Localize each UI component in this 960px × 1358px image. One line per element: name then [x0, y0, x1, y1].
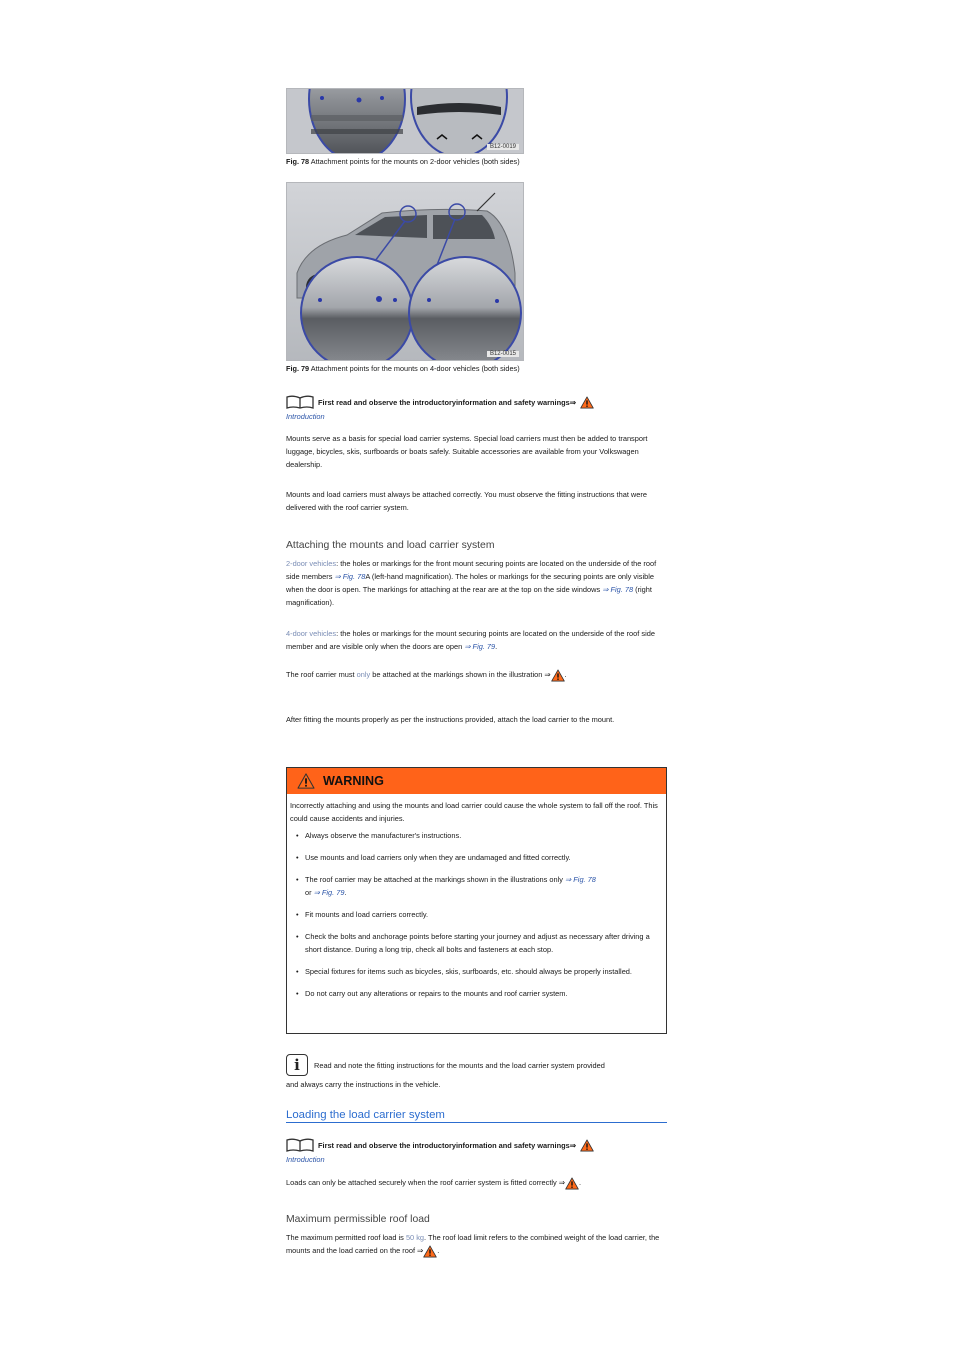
figure-number: Fig. 78: [286, 157, 310, 166]
warning-item-or: or: [305, 888, 312, 897]
two-door-text-c: (right magnification).: [286, 585, 652, 607]
figure-78-image: [286, 88, 524, 154]
warning-item-text: The roof carrier may be attached at the markings shown in the illustrations only: [305, 875, 563, 884]
info-note-line1: Read and note the fitting instructions for the mounts and the load carrier system provided: [314, 1060, 605, 1070]
read-first-note: [286, 394, 594, 410]
warning-triangle-icon[interactable]: [551, 669, 565, 682]
warning-item: [290, 873, 660, 899]
loading-paragraph: [286, 1176, 666, 1190]
warning-item-end: .: [344, 888, 347, 897]
warning-list: [290, 829, 660, 1000]
warning-header: [287, 768, 666, 794]
intro-paragraph-2: Mounts and load carriers must always be attached correctly. You must observe the fitting instructions that were delivered with the roof carrier system.: [286, 490, 647, 512]
loading-heading: Loading the load carrier system: [286, 1109, 667, 1123]
two-door-text-b: A (left-hand magnification). The holes or markings for the securing points are only visible when the door is open. The markings for attaching at the rear are at the top on the side windows: [286, 572, 654, 594]
four-door-paragraph: [286, 627, 666, 653]
figure-code: B12-0019: [487, 144, 519, 150]
warning-box: [286, 767, 667, 1034]
attaching-heading: Attaching the mounts and load carrier system: [286, 540, 495, 551]
info-note-line2: and always carry the instructions in the vehicle.: [286, 1080, 441, 1089]
four-door-text-a: : the holes or markings for the mount securing points are located on the underside of the roof side member and are visible only when the doors are open: [286, 629, 655, 651]
only-text-a: The roof carrier must: [286, 670, 357, 679]
figure-caption-text: Attachment points for the mounts on 2-door vehicles (both sides): [310, 157, 520, 166]
figure-code: B12-0015: [487, 351, 519, 357]
two-door-label: 2-door vehicles: [286, 559, 337, 568]
fig-79-link[interactable]: ⇒ Fig. 79: [464, 642, 496, 651]
warning-item: • Fit mounts and load carriers correctly.: [290, 908, 660, 921]
read-first-note-2: [286, 1137, 594, 1153]
introduction-link[interactable]: Introduction: [286, 1155, 325, 1164]
figure-number: Fig. 79: [286, 364, 310, 373]
loading-text: Loads can only be attached securely when the roof carrier system is fitted correctly ⇒: [286, 1178, 565, 1187]
max-load-paragraph: [286, 1231, 666, 1258]
figure-79-caption: [286, 364, 520, 373]
only-text-c: .: [564, 670, 567, 679]
warning-item: • Check the bolts and anchorage points before starting your journey and adjust as necessary after driving a short distance. During a long trip, check all bolts and fasteners at each stop.: [290, 930, 660, 956]
figure-79-image: [286, 182, 524, 361]
only-markings-paragraph: [286, 668, 666, 682]
fig-79-link[interactable]: ⇒ Fig. 79: [313, 888, 345, 897]
warning-item: • Use mounts and load carriers only when they are undamaged and fitted correctly.: [290, 851, 660, 864]
figure-caption-text: Attachment points for the mounts on 4-door vehicles (both sides): [310, 364, 520, 373]
car-photo-4door: [287, 183, 524, 361]
intro-paragraph-1: Mounts serve as a basis for special load carrier systems. Special load carriers must then be added to transport luggage, bicycles, skis, surfboards or boats safely. Suitable accessories are available from your Volkswagen dealership.: [286, 434, 648, 469]
info-icon: i: [286, 1054, 308, 1076]
four-door-label: 4-door vehicles: [286, 629, 337, 638]
warning-triangle-icon: [580, 1139, 594, 1152]
book-icon: [286, 1138, 314, 1152]
max-load-text-a: The maximum permitted roof load is: [286, 1233, 406, 1242]
warning-triangle-icon: [297, 773, 315, 789]
warning-triangle-icon: [580, 396, 594, 409]
read-first-text: First read and observe the introductoryinformation and safety warnings⇒: [318, 397, 576, 407]
figure-78-caption: [286, 157, 520, 166]
fig-78-link[interactable]: ⇒ Fig. 78: [565, 875, 596, 884]
warning-item: • Always observe the manufacturer's instructions.: [290, 829, 660, 842]
introduction-link[interactable]: Introduction: [286, 412, 325, 421]
warning-item: • Special fixtures for items such as bicycles, skis, surfboards, etc. should always be properly installed.: [290, 965, 660, 978]
read-first-text: First read and observe the introductoryinformation and safety warnings⇒: [318, 1140, 576, 1150]
warning-title: WARNING: [323, 774, 384, 788]
max-load-heading: Maximum permissible roof load: [286, 1214, 430, 1225]
two-door-paragraph: [286, 557, 666, 609]
after-fitting-paragraph: After fitting the mounts properly as per the instructions provided, attach the load carrier to the mount.: [286, 715, 615, 724]
warning-triangle-icon[interactable]: [565, 1177, 582, 1190]
fig-78-link[interactable]: ⇒ Fig. 78: [334, 572, 366, 581]
only-text-b: be attached at the markings shown in the illustration ⇒: [370, 670, 551, 679]
book-icon: [286, 395, 314, 409]
two-door-text-a: : the holes or markings for the front mount securing points are located on the underside of the roof side members: [286, 559, 657, 581]
max-load-value: 50 kg: [405, 1233, 425, 1242]
four-door-text-c: .: [495, 642, 498, 651]
warning-item: • Do not carry out any alterations or repairs to the mounts and roof carrier system.: [290, 987, 660, 1000]
loading-end: .: [578, 1178, 582, 1187]
info-note: [286, 1054, 667, 1089]
fig-78-link[interactable]: ⇒ Fig. 78: [602, 585, 634, 594]
only-highlight: only: [356, 670, 371, 679]
max-load-text-b: . The roof load limit refers to the combined weight of the load carrier, the mounts and the load carried on the roof ⇒: [286, 1233, 660, 1255]
warning-body: [287, 794, 666, 1000]
warning-triangle-icon[interactable]: [423, 1245, 440, 1258]
max-load-end: .: [437, 1246, 440, 1255]
warning-intro: Incorrectly attaching and using the mounts and load carrier could cause the whole system to fall off the roof. This could cause accidents and injuries.: [290, 801, 658, 823]
